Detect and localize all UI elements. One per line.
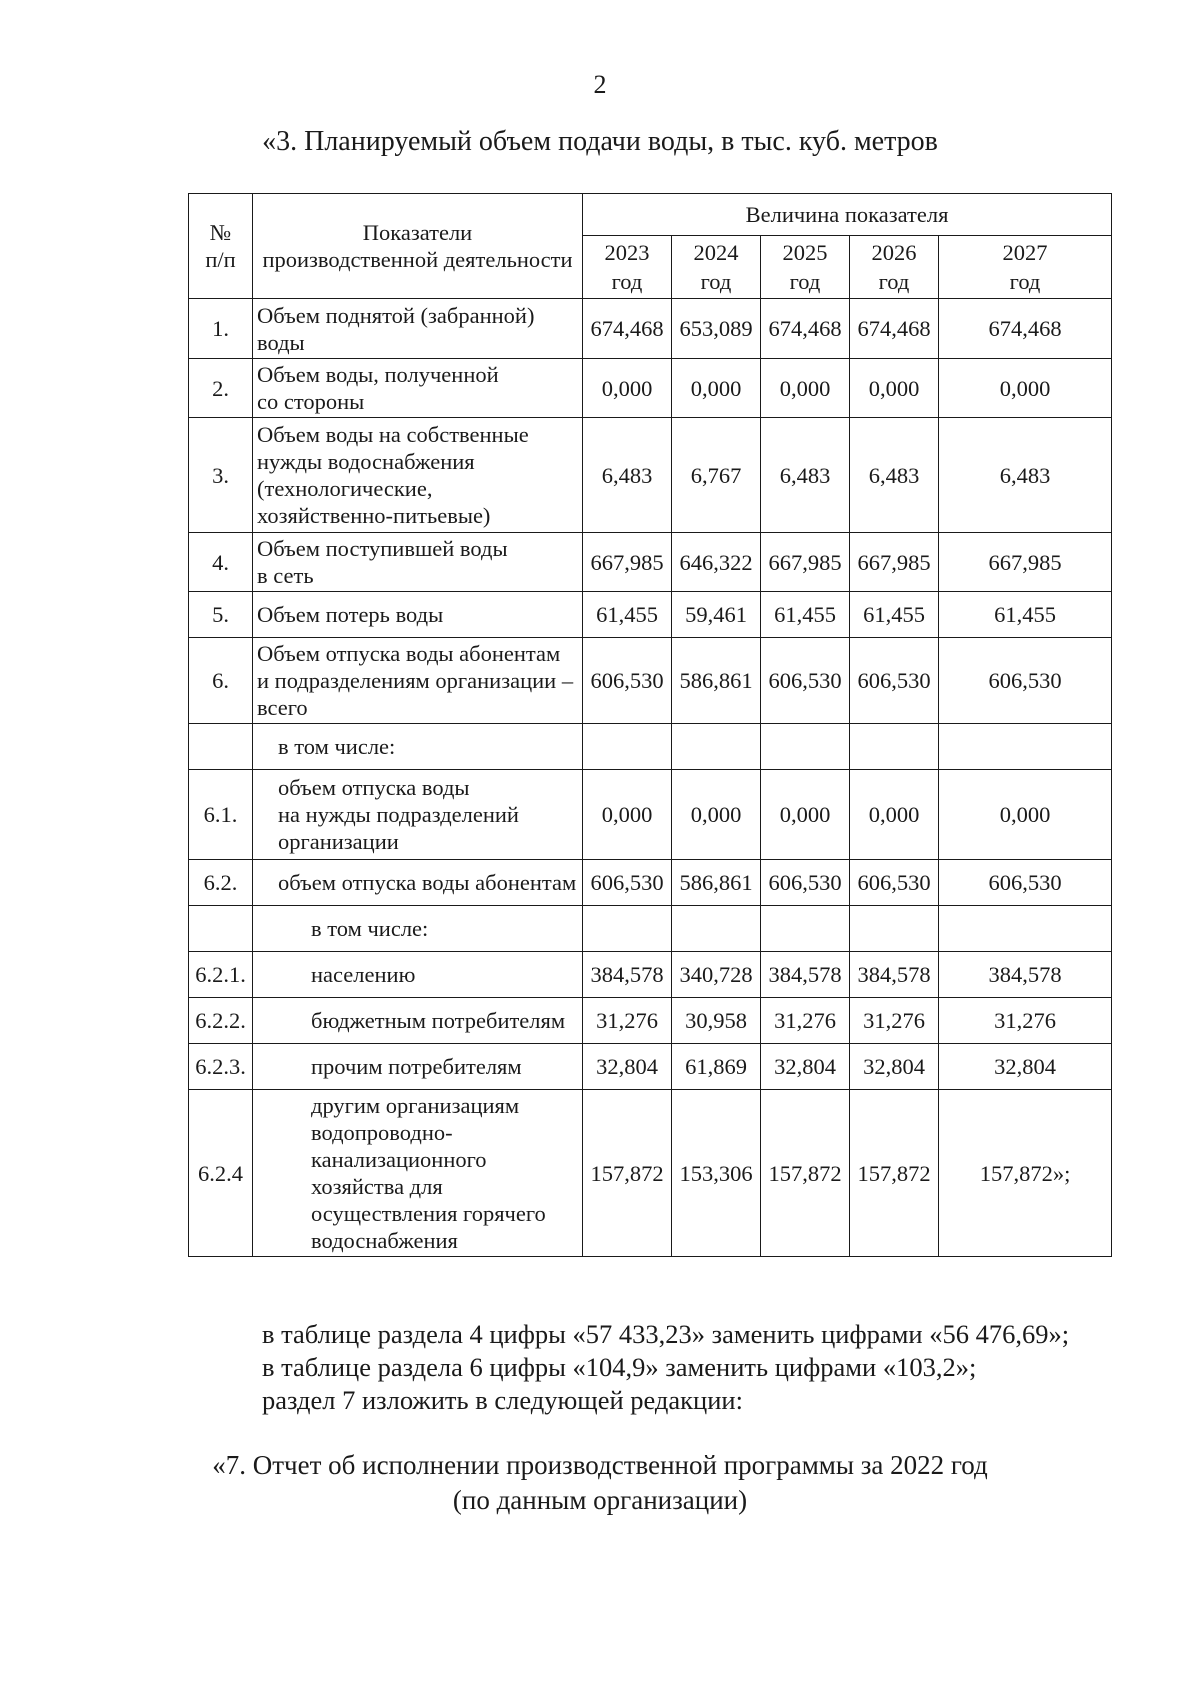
table-row [189,1090,1112,1257]
row-value: 31,276 [761,998,850,1044]
table-row [189,998,1112,1044]
amendment-line: в таблице раздела 4 цифры «57 433,23» заменить цифрами «56 476,69»; [262,1319,1070,1349]
row-indicator: Объем потерь воды [253,592,583,638]
row-value: 606,530 [850,860,939,906]
row-value: 157,872»; [939,1090,1112,1257]
row-value [939,906,1112,952]
table-row [189,592,1112,638]
row-value: 61,455 [761,592,850,638]
row-indicator: в том числе: [253,906,583,952]
row-number: 5. [189,592,253,638]
row-indicator: Объем поступившей воды в сеть [253,533,583,592]
row-value: 384,578 [761,952,850,998]
row-indicator: объем отпуска воды абонентам [253,860,583,906]
page-number: 2 [593,70,607,99]
table-row [189,952,1112,998]
row-value: 606,530 [761,638,850,724]
row-indicator: Объем отпуска воды абонентам и подразделениям организации – всего [253,638,583,724]
header-value-group: Величина показателя [583,194,1112,236]
row-value: 6,483 [850,418,939,533]
table-row [189,299,1112,359]
row-value: 667,985 [850,533,939,592]
amendment-line: раздел 7 изложить в следующей редакции: [262,1385,743,1415]
row-value [850,906,939,952]
row-indicator: другим организациям водопроводно- канализационного хозяйства для осуществления горячего водоснабжения [253,1090,583,1257]
row-number: 6. [189,638,253,724]
row-value [672,724,761,770]
row-value: 0,000 [939,359,1112,418]
row-value: 153,306 [672,1090,761,1257]
row-value: 667,985 [939,533,1112,592]
row-value: 31,276 [939,998,1112,1044]
row-number: 6.2.2. [189,998,253,1044]
row-value: 606,530 [583,860,672,906]
row-indicator: прочим потребителям [253,1044,583,1090]
row-value: 340,728 [672,952,761,998]
next-section-title: «7. Отчет об исполнении производственной программы за 2022 год [212,1450,988,1480]
amendment-line: в таблице раздела 6 цифры «104,9» заменить цифрами «103,2»; [262,1352,977,1382]
row-value: 157,872 [850,1090,939,1257]
row-value: 61,455 [939,592,1112,638]
row-value: 667,985 [761,533,850,592]
row-value: 0,000 [672,359,761,418]
row-value: 384,578 [850,952,939,998]
row-value: 32,804 [761,1044,850,1090]
row-indicator: Объем воды на собственные нужды водоснабжения (технологические, хозяйственно-питьевые) [253,418,583,533]
header-num: № п/п [189,194,253,299]
table-row [189,860,1112,906]
row-number: 3. [189,418,253,533]
row-value: 674,468 [761,299,850,359]
row-number: 4. [189,533,253,592]
row-value [761,724,850,770]
row-indicator: объем отпуска воды на нужды подразделений организации [253,770,583,860]
table-body [189,299,1112,1257]
row-value: 586,861 [672,860,761,906]
row-value: 32,804 [850,1044,939,1090]
amendments-block [262,1318,1162,1417]
header-year: 2027 год [939,236,1112,299]
table-row [189,418,1112,533]
row-value: 6,483 [583,418,672,533]
row-value: 646,322 [672,533,761,592]
row-value: 31,276 [850,998,939,1044]
header-year: 2025 год [761,236,850,299]
row-number [189,724,253,770]
row-value: 6,767 [672,418,761,533]
row-indicator: в том числе: [253,724,583,770]
row-value [672,906,761,952]
row-value: 61,869 [672,1044,761,1090]
row-value: 31,276 [583,998,672,1044]
row-value: 606,530 [939,638,1112,724]
row-value: 384,578 [939,952,1112,998]
next-section-heading [0,1448,1200,1518]
row-value: 674,468 [939,299,1112,359]
table-row [189,770,1112,860]
row-value: 0,000 [761,359,850,418]
row-value: 606,530 [583,638,672,724]
row-value [583,906,672,952]
row-value: 0,000 [939,770,1112,860]
row-value: 606,530 [850,638,939,724]
table-row [189,533,1112,592]
row-number [189,906,253,952]
row-value: 32,804 [583,1044,672,1090]
row-indicator: Объем поднятой (забранной) воды [253,299,583,359]
table-row [189,906,1112,952]
table-row [189,724,1112,770]
row-value: 586,861 [672,638,761,724]
table-row [189,638,1112,724]
row-value: 384,578 [583,952,672,998]
header-year: 2026 год [850,236,939,299]
row-value [583,724,672,770]
row-number: 6.2. [189,860,253,906]
table-row [189,359,1112,418]
row-value: 0,000 [850,359,939,418]
row-indicator: Объем воды, полученной со стороны [253,359,583,418]
section-title: «3. Планируемый объем подачи воды, в тыс. куб. метров [262,126,938,157]
row-number: 6.2.1. [189,952,253,998]
row-value: 674,468 [850,299,939,359]
row-value: 6,483 [939,418,1112,533]
water-supply-table [188,193,1112,1257]
header-indicator: Показатели производственной деятельности [253,194,583,299]
header-year: 2024 год [672,236,761,299]
row-value: 59,461 [672,592,761,638]
row-value [939,724,1112,770]
row-value: 30,958 [672,998,761,1044]
row-value: 606,530 [761,860,850,906]
header-year: 2023 год [583,236,672,299]
row-number: 1. [189,299,253,359]
row-value: 6,483 [761,418,850,533]
table-row [189,1044,1112,1090]
row-value: 0,000 [672,770,761,860]
row-value: 674,468 [583,299,672,359]
row-value: 157,872 [761,1090,850,1257]
row-number: 6.1. [189,770,253,860]
row-value: 61,455 [583,592,672,638]
row-value: 0,000 [850,770,939,860]
row-value [761,906,850,952]
row-value: 61,455 [850,592,939,638]
row-value: 667,985 [583,533,672,592]
row-number: 2. [189,359,253,418]
row-value: 606,530 [939,860,1112,906]
row-indicator: населению [253,952,583,998]
row-value: 0,000 [583,770,672,860]
row-value: 157,872 [583,1090,672,1257]
row-value: 32,804 [939,1044,1112,1090]
row-value: 653,089 [672,299,761,359]
row-value [850,724,939,770]
next-section-subtitle: (по данным организации) [452,1485,748,1515]
row-value: 0,000 [583,359,672,418]
row-indicator: бюджетным потребителям [253,998,583,1044]
row-number: 6.2.3. [189,1044,253,1090]
row-number: 6.2.4 [189,1090,253,1257]
row-value: 0,000 [761,770,850,860]
